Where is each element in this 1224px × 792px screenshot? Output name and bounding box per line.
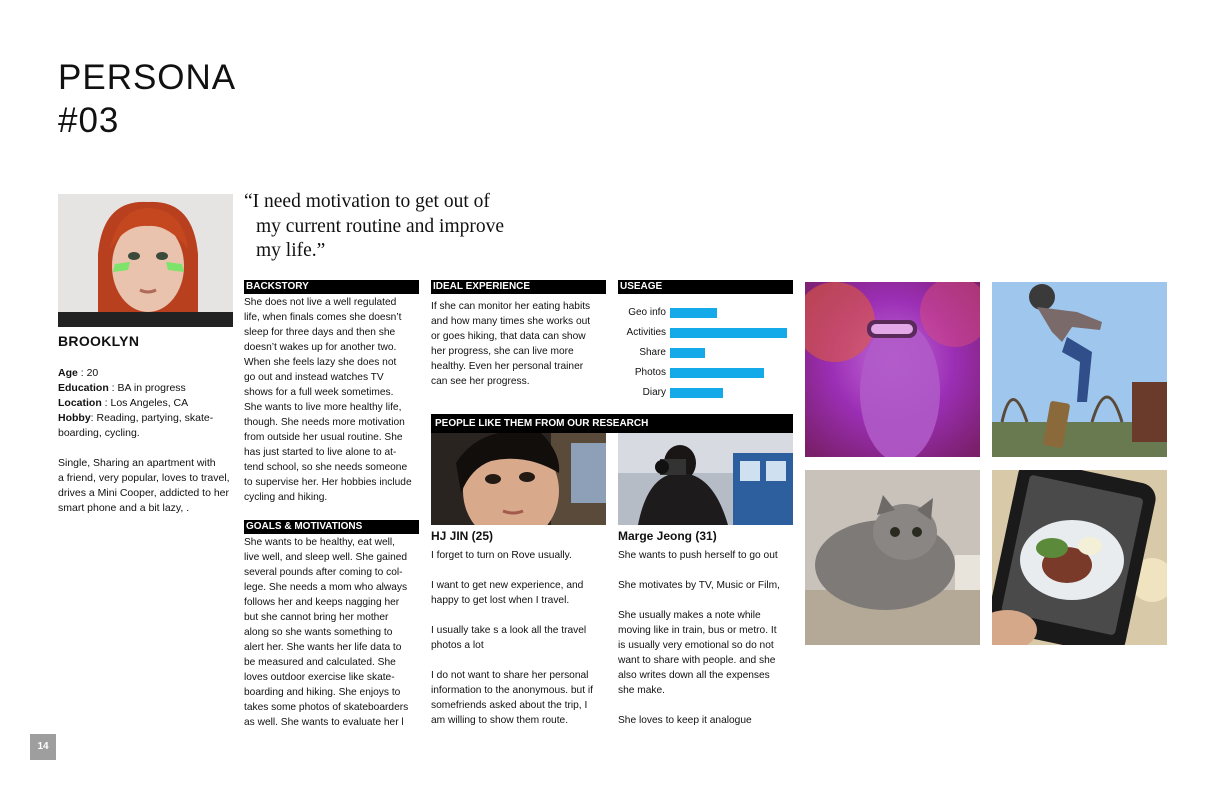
backstory-text [244,295,419,505]
usage-section [618,280,793,407]
fact-education [58,381,236,396]
text-line: When she feels lazy she does not [244,357,397,368]
text-line: I forget to turn on Rove usually. [431,550,572,561]
bio-line: drives a Mini Cooper, addicted to her [58,487,230,499]
text-line: I want to get new experience, and [431,580,584,591]
text-line: She wants to be healthy, eat well, [244,537,396,548]
text-line: or goes hiking, that data can show [431,331,586,342]
bio-line: Single, Sharing an apartment with [58,457,216,469]
usage-bar-label: Activities [626,327,666,338]
page-number: 14 [30,734,56,760]
fact-location [58,396,236,411]
food-phone-photo [992,470,1167,645]
text-line: lege. She needs a mom who always [244,582,408,593]
text-line: loves outdoor exercise like skate- [244,672,395,683]
text-line: She loves to keep it analogue [618,715,752,726]
fact-hobby-cont: boarding, cycling. [58,427,140,439]
fact-label: Hobby [58,412,91,424]
marge-jeong-name: Marge Jeong (31) [618,529,717,543]
text-line: to supervise her. Her hobbies include [244,477,412,488]
usage-row-photos [618,367,793,381]
grey-cat-photo [805,470,980,645]
text-line: has just started to live alone to at- [244,447,397,458]
fact-label: Location [58,397,102,409]
text-line: am willing to show them route. [431,715,569,726]
usage-chart [618,307,793,407]
goals-heading: GOALS & MOTIVATIONS [244,520,419,534]
text-line: moving like in train, bus or metro. It [618,625,777,636]
text-line: along so she wants something to [244,627,393,638]
hj-jin-name: HJ JIN (25) [431,529,494,543]
bio-line: a friend, very popular, loves to travel, [58,472,230,484]
text-line [618,698,798,713]
text-line: doesn’t wakes up for another two. [244,342,397,353]
text-line: information to the anonymous. but if [431,685,593,696]
usage-bar [670,308,717,318]
marge-jeong-photo [618,433,793,525]
fact-value: : Reading, partying, skate- [90,412,214,424]
text-line: be measured and calculated. She [244,657,396,668]
text-line: several pounds after coming to col- [244,567,403,578]
persona-name: BROOKLYN [58,333,140,349]
text-line: She wants to live more healthy life, [244,402,402,413]
usage-bar-label: Share [639,347,666,358]
ideal-experience-text [431,299,606,389]
usage-bar [670,348,705,358]
title-line-1: PERSONA [58,58,237,97]
text-line: tend school, so she needs someone [244,462,408,473]
text-line: though. She needs more motivation [244,417,405,428]
usage-bar-label: Diary [642,387,666,398]
text-line [618,593,798,608]
fact-value: : 20 [77,367,99,379]
fact-label: Age [58,367,78,379]
usage-heading: USEAGE [618,280,793,294]
text-line: cycling and hiking. [244,492,328,503]
bio-line: smart phone and a bit lazy, . [58,502,190,514]
text-line: is usually very emotional so do not [618,640,774,651]
color-powder-runner-photo [805,282,980,457]
backstory-section [244,280,419,505]
marge-jeong-notes [618,548,798,728]
ideal-experience-heading: IDEAL EXPERIENCE [431,280,606,294]
text-line: takes some photos of skateboarders [244,702,409,713]
text-line: sleep for three days and then she [244,327,396,338]
people-heading: PEOPLE LIKE THEM FROM OUR RESEARCH [431,414,793,433]
text-line: her progress, she can live more [431,346,574,357]
text-line: want to share with people. and she [618,655,776,666]
usage-row-share [618,347,793,361]
text-line: I usually take s a look all the travel [431,625,587,636]
text-line: somefriends asked about the trip, I [431,700,588,711]
quote-line-1: “I need motivation to get out of [244,191,490,212]
usage-bar [670,388,723,398]
text-line: and how many times she works out [431,316,591,327]
page-title [58,56,236,142]
persona-portrait-photo [58,194,233,327]
text-line: She wants to push herself to go out [618,550,778,561]
persona-quote [244,190,564,264]
persona-facts [58,366,236,516]
quote-line-3: my life.” [256,240,326,261]
text-line: but she cannot bring her mother [244,612,389,623]
text-line [618,563,798,578]
goals-section [244,520,419,730]
fact-value: : Los Angeles, CA [101,397,189,409]
usage-bar [670,328,787,338]
goals-text [244,535,419,730]
text-line: shows for a full week sometimes. [244,387,394,398]
text-line: She usually makes a note while [618,610,761,621]
title-line-2: #03 [58,101,120,140]
text-line: go out and instead watches TV [244,372,384,383]
text-line: live well, and sleep well. She gained [244,552,408,563]
hj-jin-notes [431,548,611,728]
text-line [431,563,611,578]
text-line: photos a lot [431,640,484,651]
text-line: She motivates by TV, Music or Film, [618,580,780,591]
fact-label: Education [58,382,109,394]
text-line [431,608,611,623]
usage-row-diary [618,387,793,401]
text-line: she make. [618,685,665,696]
usage-bar-label: Geo info [628,307,666,318]
text-line [431,653,611,668]
fact-hobby [58,411,236,426]
usage-row-geo-info [618,307,793,321]
fact-value: : BA in progress [108,382,186,394]
text-line: She does not live a well regulated [244,297,397,308]
text-line: as well. She wants to evaluate her l [244,717,404,728]
quote-line-2: my current routine and improve [256,215,505,237]
text-line: follows her and keeps nagging her [244,597,400,608]
text-line: If she can monitor her eating habits [431,301,591,312]
skateboarder-photo [992,282,1167,457]
text-line: alert her. She wants her life data to [244,642,402,653]
text-line: healthy. Even her personal trainer [431,361,584,372]
ideal-experience-section [431,280,606,389]
text-line: can see her progress. [431,376,530,387]
text-line: boarding and hiking. She enjoys to [244,687,401,698]
text-line: I do not want to share her personal [431,670,589,681]
people-section [431,414,793,433]
backstory-heading: BACKSTORY [244,280,419,294]
text-line: also writes down all the expenses [618,670,770,681]
text-line: happy to get lost when I travel. [431,595,570,606]
fact-age [58,366,236,381]
hj-jin-photo [431,433,606,525]
usage-bar [670,368,764,378]
usage-row-activities [618,327,793,341]
text-line: from outside her usual routine. She [244,432,403,443]
usage-bar-label: Photos [634,367,666,378]
text-line: life, when finals comes she doesn’t [244,312,402,323]
